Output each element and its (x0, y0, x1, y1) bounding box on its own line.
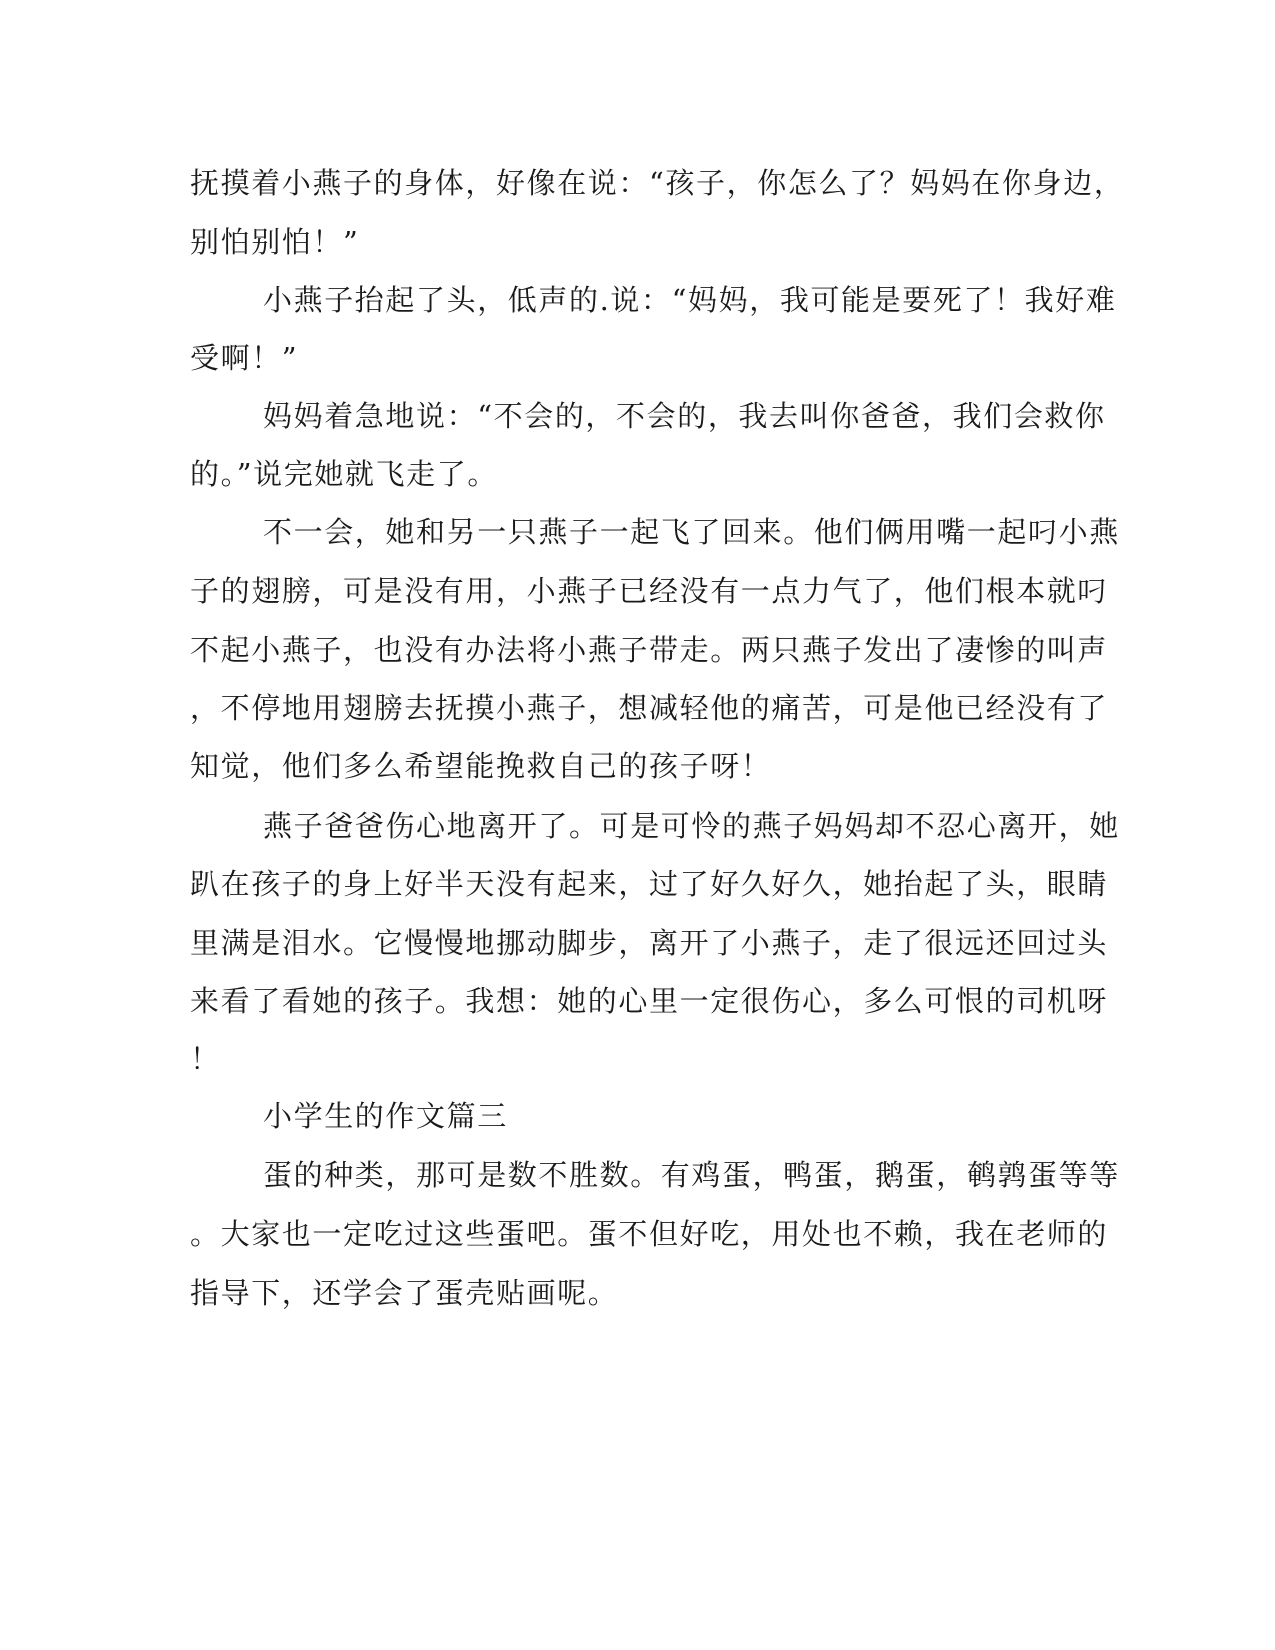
text-line: 来看了看她的孩子。我想：她的心里一定很伤心，多么可恨的司机呀 (190, 984, 1109, 1018)
text-line: 受啊！” (190, 341, 299, 375)
text-line: 别怕别怕！” (190, 225, 360, 259)
text-line: 。大家也一定吃过这些蛋吧。蛋不但好吃，用处也不赖，我在老师的 (190, 1217, 1109, 1251)
paragraph-start-line: 小燕子抬起了头，低声的.说：“妈妈，我可能是要死了！我好难 (263, 283, 1117, 317)
text-line: 知觉，他们多么希望能挽救自己的孩子呀！ (190, 749, 772, 783)
text-line: 抚摸着小燕子的身体，好像在说：“孩子，你怎么了？妈妈在你身边， (190, 166, 1125, 200)
paragraph-start-line: 不一会，她和另一只燕子一起飞了回来。他们俩用嘴一起叼小燕 (263, 515, 1120, 549)
text-line: 不起小燕子，也没有办法将小燕子带走。两只燕子发出了凄惨的叫声 (190, 633, 1109, 667)
text-line: 趴在孩子的身上好半天没有起来，过了好久好久，她抬起了头，眼睛 (190, 867, 1109, 901)
paragraph-start-line: 妈妈着急地说：“不会的，不会的，我去叫你爸爸，我们会救你 (263, 399, 1106, 433)
paragraph-start-line: 蛋的种类，那可是数不胜数。有鸡蛋，鸭蛋，鹅蛋，鹌鹑蛋等等 (263, 1158, 1120, 1192)
text-line: ！ (190, 1042, 221, 1076)
text-line: 里满是泪水。它慢慢地挪动脚步，离开了小燕子，走了很远还回过头 (190, 926, 1109, 960)
paragraph-start-line: 燕子爸爸伤心地离开了。可是可怜的燕子妈妈却不忍心离开，她 (263, 809, 1120, 843)
text-line: 子的翅膀，可是没有用，小燕子已经没有一点力气了，他们根本就叼 (190, 574, 1109, 608)
text-line: 指导下，还学会了蛋壳贴画呢。 (190, 1276, 619, 1310)
text-line: ，不停地用翅膀去抚摸小燕子，想减轻他的痛苦，可是他已经没有了 (190, 691, 1109, 725)
text-line: 的。”说完她就飞走了。 (190, 457, 498, 491)
section-heading: 小学生的作文篇三 (263, 1099, 508, 1133)
